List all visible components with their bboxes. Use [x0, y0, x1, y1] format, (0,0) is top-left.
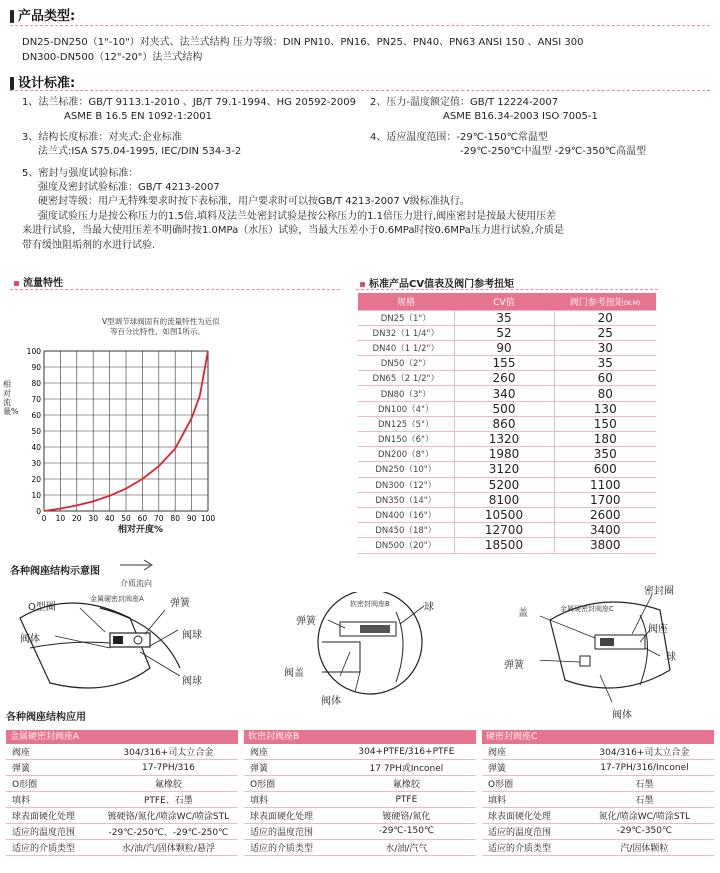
- std-item1-a: 1、法兰标准：GB/T 9113.1-2010 、JB/T 79.1-1994、HG 20592-2009: [22, 97, 356, 108]
- app-row-value: -29℃-150℃: [337, 823, 476, 839]
- cv-value-cell: 860: [454, 416, 554, 431]
- cv-table-header: [358, 293, 656, 310]
- app-row-value: PTFE: [337, 792, 476, 808]
- cv-torque-cell: 20: [554, 310, 656, 325]
- y-tick-label: 0: [36, 507, 41, 516]
- seat-a-caption: 金属硬密封阀座A: [90, 595, 144, 603]
- std-item5-e: 来进行试验，当最大使用压差不明确时按1.0MPa（水压）试验，当最大压差小于0.6MPa时按0.6MPa压力进行试验,介质是: [22, 225, 564, 236]
- std-item2-b: ASME B16.34-2003 ISO 7005-1: [443, 111, 598, 122]
- app-row-key: 弹簧: [6, 760, 99, 776]
- cv-size-cell: DN150（6"）: [358, 432, 454, 447]
- seat-b-body-label: 阀体: [321, 696, 341, 707]
- cv-torque-cell: 1700: [554, 492, 656, 507]
- app-table-row: [482, 760, 714, 776]
- cv-size-cell: DN25（1"）: [358, 310, 454, 325]
- flow-ylabel: 相对流量%: [3, 380, 19, 416]
- app-row-value: 304+PTFE/316+PTFE: [337, 744, 476, 760]
- seat-structure-title: 各种阀座结构示意图: [10, 566, 100, 577]
- app-row-value: 304/316+司太立合金: [99, 744, 238, 760]
- cv-value-cell: 35: [454, 310, 554, 325]
- app-table-row: [244, 760, 476, 776]
- y-tick-label: 40: [31, 443, 41, 452]
- app-table-b-header: 软密封阀座B: [244, 730, 476, 744]
- app-table-row: [6, 808, 238, 824]
- app-row-key: O形圈: [482, 776, 575, 792]
- app-row-key: O形圈: [244, 776, 337, 792]
- app-row-value: 水/油/汽气: [337, 839, 476, 855]
- cv-table-title: [360, 275, 514, 290]
- cv-size-cell: DN65（2 1/2"）: [358, 371, 454, 386]
- arrow-right-icon: [118, 558, 158, 572]
- x-tick-label: 100: [200, 514, 216, 523]
- app-row-value: 水/油/汽/固体颗粒/悬浮: [99, 839, 238, 855]
- product-type-title-text: 产品类型:: [18, 9, 76, 24]
- title-marker-icon: [10, 77, 14, 90]
- std-item3-b: 法兰式:ISA S75.04-1995, IEC/DIN 534-3-2: [38, 146, 242, 157]
- app-table-row: [244, 839, 476, 855]
- app-row-value: 17 7PH或Inconel: [337, 760, 476, 776]
- seat-c-ball-label: 球: [666, 652, 676, 663]
- app-table-row: [244, 823, 476, 839]
- cv-torque-cell: 1100: [554, 477, 656, 492]
- seat-a-ball-label: 阀球: [182, 630, 202, 641]
- app-table-row: [6, 823, 238, 839]
- cv-value-cell: 260: [454, 371, 554, 386]
- cv-table-row: [358, 386, 656, 401]
- x-tick-label: 70: [154, 514, 164, 523]
- app-table-row: [482, 744, 714, 760]
- app-row-value: 氟橡胶: [337, 776, 476, 792]
- y-tick-label: 70: [31, 395, 41, 404]
- design-standard-title-text: 设计标准:: [18, 76, 76, 91]
- cv-table-row: [358, 432, 656, 447]
- cv-torque-cell: 60: [554, 371, 656, 386]
- x-tick-label: 50: [121, 514, 131, 523]
- product-type-line2: DN300-DN500（12"-20"）法兰式结构: [22, 52, 203, 63]
- divider: [356, 289, 658, 290]
- seat-application-title: 各种阀座结构应用: [6, 712, 86, 723]
- app-row-value: 石墨: [575, 792, 714, 808]
- cv-value-cell: 18500: [454, 538, 554, 553]
- cv-size-cell: DN40（1 1/2"）: [358, 340, 454, 355]
- std-item3-a: 3、结构长度标准：对夹式:企业标准: [22, 132, 182, 143]
- divider: [10, 90, 710, 91]
- app-row-key: 弹簧: [244, 760, 337, 776]
- pink-square-icon: [14, 281, 19, 286]
- seat-a-oring-label: O型圈: [28, 602, 56, 613]
- cv-table-row: [358, 447, 656, 462]
- std-item5-d: 强度试验压力是按公称压力的1.5倍.填料及法兰处密封试验是按公称压力的1.1倍压力进行,阀座密封是按最大使用压差: [38, 211, 557, 222]
- app-table-row: [244, 808, 476, 824]
- cv-size-cell: DN450（18"）: [358, 523, 454, 538]
- cv-table-row: [358, 416, 656, 431]
- seat-c-seal-label: 密封圈: [644, 586, 674, 597]
- app-row-value: 氮化/喷涂WC/喷涂STL: [575, 808, 714, 824]
- cv-value-cell: 500: [454, 401, 554, 416]
- app-row-key: 阀座: [6, 744, 99, 760]
- cv-value-cell: 5200: [454, 477, 554, 492]
- std-item4-a: 4、适应温度范围：-29℃-150℃常温型: [370, 132, 548, 143]
- cv-table-row: [358, 462, 656, 477]
- app-row-value: 304/316+司太立合金: [575, 744, 714, 760]
- cv-table-row: [358, 523, 656, 538]
- app-table-row: [482, 839, 714, 855]
- app-row-key: 球表面硬化处理: [482, 808, 575, 824]
- product-type-line1: DN25-DN250（1"-10"）对夹式、法兰式结构 压力等级：DIN PN10、PN16、PN25、PN40、PN63 ANSI 150 、ANSI 300: [22, 37, 584, 48]
- title-marker-icon: [10, 10, 14, 23]
- cv-size-cell: DN350（14"）: [358, 492, 454, 507]
- app-table-row: [244, 792, 476, 808]
- cv-value-cell: 155: [454, 356, 554, 371]
- pink-square-icon: [360, 282, 365, 287]
- app-table-row: [482, 776, 714, 792]
- app-row-value: -29℃-250℃、-29℃-250℃: [99, 823, 238, 839]
- y-tick-label: 80: [31, 379, 41, 388]
- y-tick-label: 20: [31, 475, 41, 484]
- flow-title: [14, 274, 63, 289]
- seat-c-seat-label: 阀座: [648, 624, 668, 635]
- seat-b-cover-label: 阀盖: [284, 668, 304, 679]
- cv-value-cell: 52: [454, 325, 554, 340]
- app-row-key: 填料: [482, 792, 575, 808]
- app-table-b: [244, 730, 476, 856]
- std-item2-a: 2、压力-温度额定值：GB/T 12224-2007: [370, 97, 559, 108]
- cv-value-cell: 8100: [454, 492, 554, 507]
- cv-value-cell: 12700: [454, 523, 554, 538]
- app-row-key: 阀座: [482, 744, 575, 760]
- cv-size-cell: DN80（3"）: [358, 386, 454, 401]
- cv-size-cell: DN500（20"）: [358, 538, 454, 553]
- cv-table-row: [358, 492, 656, 507]
- app-row-key: 球表面硬化处理: [244, 808, 337, 824]
- app-table-c: [482, 730, 714, 856]
- cv-header-cv: CV值: [454, 293, 554, 310]
- cv-torque-cell: 350: [554, 447, 656, 462]
- app-row-value: 镀硬铬/氮化: [337, 808, 476, 824]
- app-row-value: 17-7PH/316/Inconel: [575, 760, 714, 776]
- seat-a-ball2-label: 阀球: [182, 676, 202, 687]
- chart-grid: [44, 351, 208, 511]
- cv-table-row: [358, 477, 656, 492]
- cv-size-cell: DN250（10"）: [358, 462, 454, 477]
- app-table-row: [244, 744, 476, 760]
- app-table-c-header: 硬密封阀座C: [482, 730, 714, 744]
- flow-title-text: 流量特性: [23, 278, 63, 289]
- x-tick-label: 20: [72, 514, 82, 523]
- std-item5-a: 5、密封与强度试验标准：: [22, 168, 139, 179]
- flow-chart: [20, 335, 220, 530]
- flow-direction-label: 介质流向: [120, 579, 152, 588]
- product-type-title: [10, 5, 75, 24]
- app-table-row: [244, 776, 476, 792]
- app-table-a-header: 金属硬密封阀座A: [6, 730, 238, 744]
- x-tick-label: 90: [186, 514, 197, 523]
- cv-size-cell: DN125（5"）: [358, 416, 454, 431]
- cv-table-row: [358, 371, 656, 386]
- app-row-key: 阀座: [244, 744, 337, 760]
- x-tick-label: 10: [55, 514, 66, 523]
- app-row-key: 适应的温度范围: [482, 823, 575, 839]
- app-row-key: 弹簧: [482, 760, 575, 776]
- app-table-row: [6, 744, 238, 760]
- y-tick-label: 100: [26, 347, 41, 356]
- cv-header-size: 规格: [358, 293, 454, 310]
- cv-torque-cell: 25: [554, 325, 656, 340]
- app-row-value: 氟橡胶: [99, 776, 238, 792]
- app-row-key: 球表面硬化处理: [6, 808, 99, 824]
- cv-size-cell: DN32（1 1/4"）: [358, 325, 454, 340]
- flow-xlabel: 相对开度%: [118, 525, 164, 535]
- app-table-row: [482, 792, 714, 808]
- cv-value-cell: 90: [454, 340, 554, 355]
- cv-value-cell: 3120: [454, 462, 554, 477]
- cv-size-cell: DN300（12"）: [358, 477, 454, 492]
- y-tick-label: 60: [31, 411, 41, 420]
- cv-value-cell: 1980: [454, 447, 554, 462]
- y-tick-label: 10: [31, 491, 41, 500]
- cv-header-unit: (N.M): [623, 299, 641, 307]
- app-table-row: [482, 808, 714, 824]
- app-row-key: 填料: [244, 792, 337, 808]
- app-row-key: 适应的介质类型: [244, 839, 337, 855]
- seat-c-spring-label: 弹簧: [504, 660, 524, 671]
- cv-header-torque-text: 阀门参考扭矩: [569, 297, 624, 308]
- seat-b-caption: 软密封阀座B: [350, 600, 390, 608]
- cv-torque-cell: 150: [554, 416, 656, 431]
- seat-c-cover-label: 盖: [518, 608, 528, 619]
- app-table-a: [6, 730, 238, 856]
- cv-size-cell: DN200（8"）: [358, 447, 454, 462]
- app-table-row: [6, 760, 238, 776]
- cv-table-title-text: 标准产品CV值表及阀门参考扭矩: [369, 279, 515, 290]
- seat-a-spring-label: 弹簧: [170, 598, 190, 609]
- seat-c-caption: 金属硬密封阀座C: [560, 605, 614, 613]
- y-tick-label: 30: [31, 459, 41, 468]
- cv-table-row: [358, 507, 656, 522]
- divider: [10, 289, 340, 290]
- cv-torque-cell: 600: [554, 462, 656, 477]
- cv-torque-cell: 180: [554, 432, 656, 447]
- cv-table-row: [358, 310, 656, 325]
- seat-a-body-label: 阀体: [20, 634, 40, 645]
- y-tick-label: 50: [31, 427, 41, 436]
- seat-b-spring-label: 弹簧: [296, 616, 316, 627]
- app-row-value: -29℃-350℃: [575, 823, 714, 839]
- cv-torque-cell: 35: [554, 356, 656, 371]
- cv-value-cell: 10500: [454, 507, 554, 522]
- app-row-key: 适应的温度范围: [244, 823, 337, 839]
- cv-table-row: [358, 325, 656, 340]
- x-tick-label: 30: [88, 514, 98, 523]
- cv-torque-cell: 80: [554, 386, 656, 401]
- x-tick-label: 0: [41, 514, 47, 523]
- cv-value-cell: 1320: [454, 432, 554, 447]
- app-table-row: [6, 776, 238, 792]
- seat-c-body-label: 阀体: [612, 710, 632, 721]
- app-row-value: 石墨: [575, 776, 714, 792]
- cv-torque-cell: 30: [554, 340, 656, 355]
- std-item5-c: 硬密封等级：用户无特殊要求时按下表标准，用户要求时可以按GB/T 4213-2007 Ⅴ级标准执行。: [38, 196, 470, 207]
- design-standard-title: [10, 72, 75, 91]
- cv-size-cell: DN400（16"）: [358, 507, 454, 522]
- app-row-value: 17-7PH/316: [99, 760, 238, 776]
- app-table-row: [482, 823, 714, 839]
- seat-b-ball-label: 球: [424, 602, 434, 613]
- cv-size-cell: DN100（4"）: [358, 401, 454, 416]
- app-table-row: [6, 839, 238, 855]
- chart-ticks: [27, 347, 216, 523]
- app-row-key: 适应的介质类型: [6, 839, 99, 855]
- cv-torque-cell: 2600: [554, 507, 656, 522]
- x-tick-label: 80: [170, 514, 180, 523]
- cv-torque-cell: 130: [554, 401, 656, 416]
- x-tick-label: 40: [104, 514, 115, 523]
- flow-note2: 等百分比特性，如图1所示。: [110, 327, 205, 336]
- cv-table-row: [358, 356, 656, 371]
- std-item4-b: -29℃-250℃中温型 -29℃-350℃高温型: [460, 146, 647, 157]
- cv-table-row: [358, 538, 656, 553]
- cv-table-row: [358, 340, 656, 355]
- cv-value-cell: 340: [454, 386, 554, 401]
- app-row-key: 适应的温度范围: [6, 823, 99, 839]
- app-row-value: PTFE、石墨: [99, 792, 238, 808]
- std-item1-b: ASME B 16.5 EN 1092-1:2001: [64, 111, 213, 122]
- std-item5-f: 带有缓蚀阻垢剂的水进行试验.: [22, 240, 156, 251]
- cv-table: [358, 293, 656, 554]
- app-row-key: 填料: [6, 792, 99, 808]
- app-row-key: 适应的介质类型: [482, 839, 575, 855]
- app-row-value: 汽/固体颗粒: [575, 839, 714, 855]
- cv-table-row: [358, 401, 656, 416]
- cv-size-cell: DN50（2"）: [358, 356, 454, 371]
- app-table-row: [6, 792, 238, 808]
- y-tick-label: 90: [31, 363, 41, 372]
- cv-torque-cell: 3400: [554, 523, 656, 538]
- flow-note1: V型调节球阀固有的流量特性为近似: [102, 317, 220, 326]
- cv-torque-cell: 3800: [554, 538, 656, 553]
- app-row-value: 镀硬铬/氮化/喷涂WC/喷涂STL: [99, 808, 238, 824]
- std-item5-b: 强度及密封试验标准：GB/T 4213-2007: [38, 182, 220, 193]
- x-tick-label: 60: [137, 514, 148, 523]
- app-row-key: O形圈: [6, 776, 99, 792]
- divider: [10, 25, 710, 26]
- cv-header-torque: [554, 293, 656, 310]
